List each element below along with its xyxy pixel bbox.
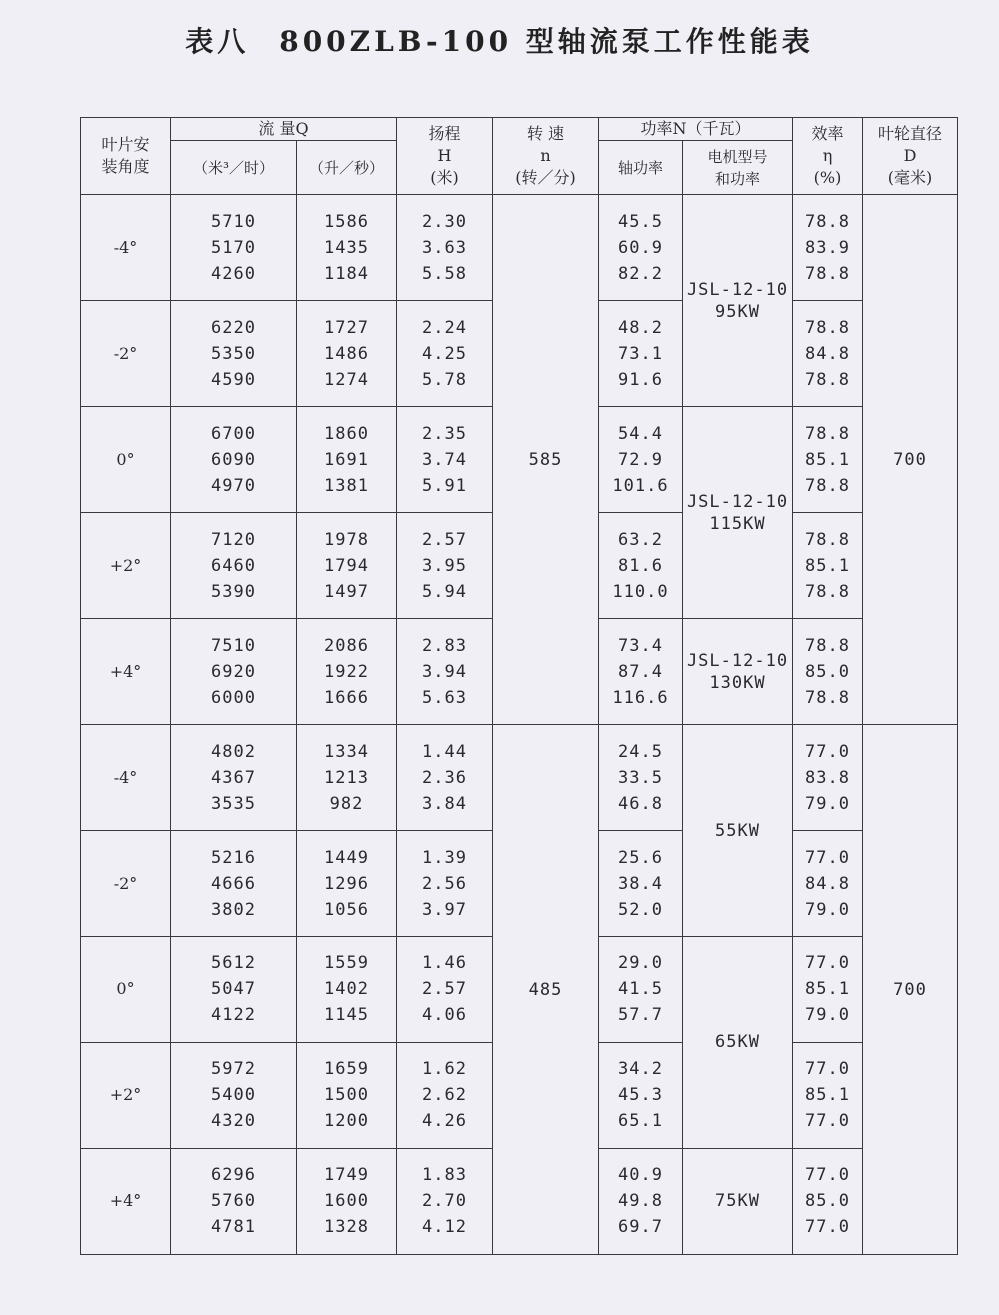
flow-ls-value: 1794 [324, 555, 369, 576]
flow-m3h-value: 5612 [211, 953, 256, 974]
flow-m3h-value: 5216 [211, 847, 256, 868]
cell-efficiency [793, 407, 863, 513]
head-value: 2.24 [422, 317, 467, 338]
head-value: 2.36 [422, 767, 467, 788]
shaft-power-value: 29.0 [618, 953, 663, 974]
efficiency-value: 78.8 [805, 635, 850, 656]
efficiency-value: 85.1 [805, 1085, 850, 1106]
cell-efficiency [793, 619, 863, 725]
efficiency-value: 78.8 [805, 581, 850, 602]
header-motor: 电机型号 和功率 [683, 141, 793, 195]
efficiency-value: 85.1 [805, 555, 850, 576]
cell-flow-m3h [171, 1148, 297, 1254]
cell-head [397, 301, 493, 407]
head-value: 3.63 [422, 237, 467, 258]
flow-ls-value: 1666 [324, 687, 369, 708]
header-speed: 转 速 n (转／分) [493, 118, 599, 195]
flow-m3h-value: 4260 [211, 263, 256, 284]
shaft-power-value: 24.5 [618, 741, 663, 762]
motor-line: JSL-12-10 [686, 650, 789, 671]
shaft-power-value: 40.9 [618, 1165, 663, 1186]
flow-ls-value: 1500 [324, 1085, 369, 1106]
cell-shaft-power [599, 937, 683, 1043]
shaft-power-value: 46.8 [618, 793, 663, 814]
flow-ls-value: 1860 [324, 423, 369, 444]
head-value: 2.62 [422, 1085, 467, 1106]
cell-flow-m3h [171, 831, 297, 937]
cell-flow-ls [297, 937, 397, 1043]
shaft-power-value: 34.2 [618, 1059, 663, 1080]
flow-m3h-value: 7120 [211, 529, 256, 550]
head-value: 1.83 [422, 1165, 467, 1186]
flow-m3h-value: 4781 [211, 1217, 256, 1238]
cell-efficiency [793, 1042, 863, 1148]
header-flow: 流 量Q [171, 118, 397, 141]
shaft-power-value: 45.3 [618, 1085, 663, 1106]
cell-angle: -2° [81, 301, 171, 407]
efficiency-value: 78.8 [805, 423, 850, 444]
efficiency-value: 84.8 [805, 873, 850, 894]
cell-flow-ls [297, 195, 397, 301]
cell-flow-m3h [171, 513, 297, 619]
efficiency-value: 78.8 [805, 687, 850, 708]
cell-efficiency [793, 1148, 863, 1254]
table-row [81, 195, 958, 301]
cell-head [397, 619, 493, 725]
head-value: 5.94 [422, 581, 467, 602]
shaft-power-value: 52.0 [618, 899, 663, 920]
cell-angle: +2° [81, 513, 171, 619]
shaft-power-value: 49.8 [618, 1191, 663, 1212]
shaft-power-value: 38.4 [618, 873, 663, 894]
motor-line: 65KW [715, 1032, 760, 1053]
cell-flow-ls [297, 301, 397, 407]
cell-shaft-power [599, 195, 683, 301]
cell-efficiency [793, 937, 863, 1043]
table-row [81, 725, 958, 831]
header-angle: 叶片安 装角度 [81, 118, 171, 195]
cell-efficiency [793, 513, 863, 619]
motor-line: 55KW [715, 820, 760, 841]
title-prefix: 表八 [185, 25, 250, 58]
flow-ls-value: 1600 [324, 1191, 369, 1212]
cell-motor [683, 407, 793, 619]
cell-flow-m3h [171, 301, 297, 407]
head-value: 2.30 [422, 211, 467, 232]
flow-ls-value: 1922 [324, 661, 369, 682]
shaft-power-value: 116.6 [612, 687, 669, 708]
head-value: 4.12 [422, 1217, 467, 1238]
flow-ls-value: 1296 [324, 873, 369, 894]
cell-shaft-power [599, 1148, 683, 1254]
shaft-power-value: 73.4 [618, 635, 663, 656]
cell-flow-ls [297, 831, 397, 937]
cell-motor [683, 1148, 793, 1254]
head-value: 3.97 [422, 899, 467, 920]
cell-efficiency [793, 195, 863, 301]
shaft-power-value: 101.6 [612, 475, 669, 496]
header-flow-ls: （升／秒） [297, 141, 397, 195]
head-value: 5.78 [422, 369, 467, 390]
flow-m3h-value: 4320 [211, 1111, 256, 1132]
efficiency-value: 77.0 [805, 953, 850, 974]
flow-ls-value: 1435 [324, 237, 369, 258]
shaft-power-value: 82.2 [618, 263, 663, 284]
head-value: 3.95 [422, 555, 467, 576]
cell-efficiency [793, 831, 863, 937]
flow-ls-value: 1402 [324, 979, 369, 1000]
header-flow-m3h: （米³／时） [171, 141, 297, 195]
efficiency-value: 77.0 [805, 1059, 850, 1080]
head-value: 2.83 [422, 635, 467, 656]
flow-ls-value: 1334 [324, 741, 369, 762]
head-value: 3.84 [422, 793, 467, 814]
head-value: 1.62 [422, 1059, 467, 1080]
head-value: 2.35 [422, 423, 467, 444]
cell-head [397, 513, 493, 619]
flow-ls-value: 1145 [324, 1005, 369, 1026]
flow-m3h-value: 6000 [211, 687, 256, 708]
motor-line: 75KW [715, 1191, 760, 1212]
flow-ls-value: 2086 [324, 635, 369, 656]
cell-head [397, 1042, 493, 1148]
cell-flow-m3h [171, 1042, 297, 1148]
cell-shaft-power [599, 407, 683, 513]
header-diameter: 叶轮直径 D (毫米) [863, 118, 958, 195]
shaft-power-value: 69.7 [618, 1217, 663, 1238]
head-value: 2.57 [422, 979, 467, 1000]
head-value: 5.58 [422, 263, 467, 284]
efficiency-value: 85.0 [805, 1191, 850, 1212]
pump-performance-table [80, 117, 958, 1255]
efficiency-value: 79.0 [805, 899, 850, 920]
cell-flow-m3h [171, 195, 297, 301]
title-text: 800ZLB-100 型轴流泵工作性能表 [279, 25, 814, 58]
efficiency-value: 77.0 [805, 741, 850, 762]
efficiency-value: 77.0 [805, 847, 850, 868]
head-value: 2.56 [422, 873, 467, 894]
cell-angle: 0° [81, 407, 171, 513]
head-value: 3.74 [422, 449, 467, 470]
cell-shaft-power [599, 831, 683, 937]
cell-flow-ls [297, 407, 397, 513]
shaft-power-value: 41.5 [618, 979, 663, 1000]
head-value: 2.57 [422, 529, 467, 550]
head-value: 2.70 [422, 1191, 467, 1212]
flow-m3h-value: 5350 [211, 343, 256, 364]
cell-angle: -4° [81, 195, 171, 301]
cell-shaft-power [599, 1042, 683, 1148]
flow-ls-value: 1559 [324, 953, 369, 974]
header-power: 功率N（千瓦） [599, 118, 793, 141]
flow-m3h-value: 3535 [211, 793, 256, 814]
flow-m3h-value: 4122 [211, 1005, 256, 1026]
flow-m3h-value: 4590 [211, 369, 256, 390]
motor-line: JSL-12-10 [686, 491, 789, 512]
cell-speed: 485 [493, 725, 599, 1255]
head-value: 3.94 [422, 661, 467, 682]
shaft-power-value: 73.1 [618, 343, 663, 364]
shaft-power-value: 57.7 [618, 1005, 663, 1026]
shaft-power-value: 72.9 [618, 449, 663, 470]
motor-line: 115KW [709, 513, 766, 534]
cell-flow-m3h [171, 725, 297, 831]
efficiency-value: 78.8 [805, 317, 850, 338]
cell-shaft-power [599, 619, 683, 725]
flow-m3h-value: 5760 [211, 1191, 256, 1212]
flow-m3h-value: 6700 [211, 423, 256, 444]
motor-line: 130KW [709, 672, 766, 693]
flow-m3h-value: 4970 [211, 475, 256, 496]
flow-m3h-value: 5170 [211, 237, 256, 258]
flow-m3h-value: 6090 [211, 449, 256, 470]
cell-flow-m3h [171, 619, 297, 725]
shaft-power-value: 54.4 [618, 423, 663, 444]
flow-m3h-value: 6296 [211, 1165, 256, 1186]
motor-line: 95KW [715, 301, 760, 322]
header-shaft-power: 轴功率 [599, 141, 683, 195]
header-head: 扬程 H (米) [397, 118, 493, 195]
page-title [0, 20, 999, 60]
efficiency-value: 85.1 [805, 449, 850, 470]
cell-speed: 585 [493, 195, 599, 725]
flow-ls-value: 1449 [324, 847, 369, 868]
shaft-power-value: 25.6 [618, 847, 663, 868]
cell-head [397, 1148, 493, 1254]
flow-ls-value: 1328 [324, 1217, 369, 1238]
cell-head [397, 831, 493, 937]
flow-m3h-value: 5972 [211, 1059, 256, 1080]
efficiency-value: 83.8 [805, 767, 850, 788]
head-value: 5.91 [422, 475, 467, 496]
shaft-power-value: 48.2 [618, 317, 663, 338]
cell-head [397, 195, 493, 301]
flow-m3h-value: 5400 [211, 1085, 256, 1106]
cell-shaft-power [599, 301, 683, 407]
flow-m3h-value: 4802 [211, 741, 256, 762]
shaft-power-value: 81.6 [618, 555, 663, 576]
cell-head [397, 407, 493, 513]
cell-efficiency [793, 725, 863, 831]
cell-flow-m3h [171, 407, 297, 513]
cell-flow-ls [297, 1042, 397, 1148]
flow-ls-value: 1486 [324, 343, 369, 364]
efficiency-value: 85.1 [805, 979, 850, 1000]
cell-efficiency [793, 301, 863, 407]
flow-m3h-value: 7510 [211, 635, 256, 656]
flow-ls-value: 1056 [324, 899, 369, 920]
head-value: 1.46 [422, 953, 467, 974]
cell-angle: +2° [81, 1042, 171, 1148]
flow-ls-value: 1586 [324, 211, 369, 232]
flow-m3h-value: 6920 [211, 661, 256, 682]
cell-motor [683, 937, 793, 1149]
flow-ls-value: 1497 [324, 581, 369, 602]
efficiency-value: 78.8 [805, 263, 850, 284]
cell-head [397, 937, 493, 1043]
cell-angle: +4° [81, 1148, 171, 1254]
cell-shaft-power [599, 513, 683, 619]
cell-motor [683, 725, 793, 937]
shaft-power-value: 87.4 [618, 661, 663, 682]
head-value: 1.39 [422, 847, 467, 868]
shaft-power-value: 91.6 [618, 369, 663, 390]
flow-ls-value: 1727 [324, 317, 369, 338]
flow-ls-value: 1659 [324, 1059, 369, 1080]
efficiency-value: 85.0 [805, 661, 850, 682]
flow-m3h-value: 5710 [211, 211, 256, 232]
flow-ls-value: 1274 [324, 369, 369, 390]
flow-ls-value: 1749 [324, 1165, 369, 1186]
head-value: 1.44 [422, 741, 467, 762]
cell-motor [683, 619, 793, 725]
cell-angle: 0° [81, 937, 171, 1043]
cell-diameter: 700 [863, 195, 958, 725]
head-value: 4.25 [422, 343, 467, 364]
cell-head [397, 725, 493, 831]
flow-ls-value: 1184 [324, 263, 369, 284]
flow-m3h-value: 5390 [211, 581, 256, 602]
shaft-power-value: 110.0 [612, 581, 669, 602]
cell-motor [683, 195, 793, 407]
efficiency-value: 77.0 [805, 1217, 850, 1238]
efficiency-value: 79.0 [805, 1005, 850, 1026]
flow-ls-value: 1213 [324, 767, 369, 788]
flow-m3h-value: 6220 [211, 317, 256, 338]
flow-m3h-value: 4666 [211, 873, 256, 894]
efficiency-value: 79.0 [805, 793, 850, 814]
cell-flow-ls [297, 725, 397, 831]
cell-flow-m3h [171, 937, 297, 1043]
flow-ls-value: 1978 [324, 529, 369, 550]
flow-ls-value: 982 [329, 793, 364, 814]
cell-angle: +4° [81, 619, 171, 725]
efficiency-value: 83.9 [805, 237, 850, 258]
head-value: 5.63 [422, 687, 467, 708]
shaft-power-value: 45.5 [618, 211, 663, 232]
head-value: 4.06 [422, 1005, 467, 1026]
shaft-power-value: 60.9 [618, 237, 663, 258]
efficiency-value: 84.8 [805, 343, 850, 364]
motor-line: JSL-12-10 [686, 279, 789, 300]
flow-ls-value: 1200 [324, 1111, 369, 1132]
efficiency-value: 78.8 [805, 369, 850, 390]
shaft-power-value: 63.2 [618, 529, 663, 550]
flow-ls-value: 1691 [324, 449, 369, 470]
efficiency-value: 77.0 [805, 1165, 850, 1186]
cell-angle: -2° [81, 831, 171, 937]
cell-flow-ls [297, 619, 397, 725]
cell-diameter: 700 [863, 725, 958, 1255]
flow-ls-value: 1381 [324, 475, 369, 496]
flow-m3h-value: 3802 [211, 899, 256, 920]
efficiency-value: 78.8 [805, 475, 850, 496]
flow-m3h-value: 4367 [211, 767, 256, 788]
shaft-power-value: 33.5 [618, 767, 663, 788]
flow-m3h-value: 6460 [211, 555, 256, 576]
cell-flow-ls [297, 1148, 397, 1254]
flow-m3h-value: 5047 [211, 979, 256, 1000]
efficiency-value: 78.8 [805, 529, 850, 550]
header-efficiency: 效率 η (%) [793, 118, 863, 195]
cell-shaft-power [599, 725, 683, 831]
cell-angle: -4° [81, 725, 171, 831]
cell-flow-ls [297, 513, 397, 619]
efficiency-value: 78.8 [805, 211, 850, 232]
efficiency-value: 77.0 [805, 1111, 850, 1132]
shaft-power-value: 65.1 [618, 1111, 663, 1132]
head-value: 4.26 [422, 1111, 467, 1132]
